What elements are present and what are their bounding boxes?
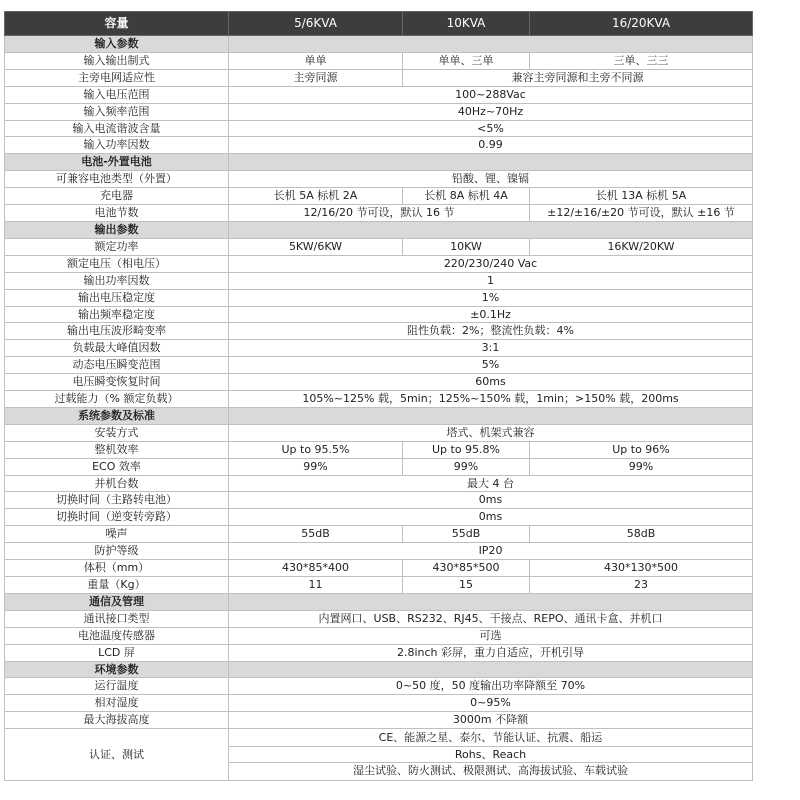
spec-label: 负载最大峰值因数 bbox=[5, 340, 229, 357]
spec-row bbox=[5, 120, 753, 137]
spec-value: 15 bbox=[403, 577, 530, 594]
spec-label: 电池节数 bbox=[5, 205, 229, 222]
spec-label: 输出频率稳定度 bbox=[5, 306, 229, 323]
spec-row bbox=[5, 272, 753, 289]
spec-value: 长机 5A 标机 2A bbox=[229, 188, 403, 205]
spec-value: 铅酸、锂、镍镉 bbox=[229, 171, 753, 188]
spec-value: 58dB bbox=[530, 526, 753, 543]
spec-label: 输出电压波形畸变率 bbox=[5, 323, 229, 340]
spec-value: 最大 4 台 bbox=[229, 475, 753, 492]
spec-value: 99% bbox=[403, 458, 530, 475]
spec-label: 噪声 bbox=[5, 526, 229, 543]
section-filler bbox=[229, 221, 753, 238]
spec-label: ECO 效率 bbox=[5, 458, 229, 475]
spec-label: 运行温度 bbox=[5, 678, 229, 695]
certification-line: Rohs、Reach bbox=[229, 746, 752, 763]
spec-value: ±0.1Hz bbox=[229, 306, 753, 323]
spec-value: 0.99 bbox=[229, 137, 753, 154]
spec-value: 长机 13A 标机 5A bbox=[530, 188, 753, 205]
spec-value: Up to 95.5% bbox=[229, 441, 403, 458]
section-filler bbox=[229, 593, 753, 610]
spec-value: 长机 8A 标机 4A bbox=[403, 188, 530, 205]
spec-row bbox=[5, 188, 753, 205]
model-header-16-20kva: 16/20KVA bbox=[530, 12, 753, 36]
spec-label: 输出功率因数 bbox=[5, 272, 229, 289]
spec-value: 5% bbox=[229, 357, 753, 374]
section-header-row bbox=[5, 661, 753, 678]
section-title: 输入参数 bbox=[5, 36, 229, 53]
spec-row bbox=[5, 86, 753, 103]
spec-label: 可兼容电池类型（外置） bbox=[5, 171, 229, 188]
certification-line: 湿尘试验、防火测试、极限测试、高海拔试验、车载试验 bbox=[229, 762, 752, 779]
spec-label: 额定电压（相电压） bbox=[5, 255, 229, 272]
spec-row bbox=[5, 526, 753, 543]
spec-value: 阻性负载：2%；整流性负载：4% bbox=[229, 323, 753, 340]
section-title: 电池-外置电池 bbox=[5, 154, 229, 171]
spec-row bbox=[5, 678, 753, 695]
section-title: 输出参数 bbox=[5, 221, 229, 238]
spec-row bbox=[5, 458, 753, 475]
certification-cell bbox=[229, 729, 753, 781]
spec-label: 认证、测试 bbox=[5, 729, 229, 781]
spec-row bbox=[5, 103, 753, 120]
spec-label: 安装方式 bbox=[5, 424, 229, 441]
spec-value: 11 bbox=[229, 577, 403, 594]
spec-row bbox=[5, 255, 753, 272]
spec-label: 切换时间（逆变转旁路） bbox=[5, 509, 229, 526]
section-header-row bbox=[5, 407, 753, 424]
spec-value: 1 bbox=[229, 272, 753, 289]
spec-value: 40Hz~70Hz bbox=[229, 103, 753, 120]
spec-label: 防护等级 bbox=[5, 543, 229, 560]
spec-row bbox=[5, 391, 753, 408]
spec-value: 16KW/20KW bbox=[530, 238, 753, 255]
spec-row bbox=[5, 205, 753, 222]
spec-label: 电池温度传感器 bbox=[5, 627, 229, 644]
spec-value: 主旁同源 bbox=[229, 69, 403, 86]
spec-row bbox=[5, 306, 753, 323]
spec-label: LCD 屏 bbox=[5, 644, 229, 661]
spec-row bbox=[5, 560, 753, 577]
spec-label: 电压瞬变恢复时间 bbox=[5, 374, 229, 391]
spec-row bbox=[5, 69, 753, 86]
spec-row bbox=[5, 475, 753, 492]
spec-value: 0ms bbox=[229, 492, 753, 509]
spec-row bbox=[5, 577, 753, 594]
spec-value: 60ms bbox=[229, 374, 753, 391]
spec-value: Up to 96% bbox=[530, 441, 753, 458]
spec-row bbox=[5, 712, 753, 729]
spec-row bbox=[5, 627, 753, 644]
section-title: 系统参数及标准 bbox=[5, 407, 229, 424]
spec-row bbox=[5, 492, 753, 509]
spec-label: 输入频率范围 bbox=[5, 103, 229, 120]
spec-value: 5KW/6KW bbox=[229, 238, 403, 255]
spec-value: 23 bbox=[530, 577, 753, 594]
spec-row bbox=[5, 695, 753, 712]
spec-label: 输入功率因数 bbox=[5, 137, 229, 154]
spec-value: 2.8inch 彩屏，重力自适应，开机引导 bbox=[229, 644, 753, 661]
model-header-10kva: 10KVA bbox=[403, 12, 530, 36]
spec-label: 过载能力（% 额定负载） bbox=[5, 391, 229, 408]
spec-label: 充电器 bbox=[5, 188, 229, 205]
spec-value: 0~95% bbox=[229, 695, 753, 712]
spec-value: 430*130*500 bbox=[530, 560, 753, 577]
spec-value: 10KW bbox=[403, 238, 530, 255]
spec-label: 通讯接口类型 bbox=[5, 610, 229, 627]
spec-value: 单单 bbox=[229, 52, 403, 69]
spec-value: 内置网口、USB、RS232、RJ45、干接点、REPO、通讯卡盒、并机口 bbox=[229, 610, 753, 627]
spec-row bbox=[5, 171, 753, 188]
spec-label: 额定功率 bbox=[5, 238, 229, 255]
spec-value: 塔式、机架式兼容 bbox=[229, 424, 753, 441]
spec-value: 三单、三三 bbox=[530, 52, 753, 69]
spec-value: 55dB bbox=[229, 526, 403, 543]
spec-value: <5% bbox=[229, 120, 753, 137]
spec-label: 输出电压稳定度 bbox=[5, 289, 229, 306]
spec-label: 并机台数 bbox=[5, 475, 229, 492]
spec-label: 输入电流谐波含量 bbox=[5, 120, 229, 137]
spec-row bbox=[5, 644, 753, 661]
section-header-row bbox=[5, 593, 753, 610]
spec-row bbox=[5, 374, 753, 391]
spec-value: 3:1 bbox=[229, 340, 753, 357]
spec-value: 可选 bbox=[229, 627, 753, 644]
spec-value: 430*85*500 bbox=[403, 560, 530, 577]
spec-row bbox=[5, 509, 753, 526]
capacity-header: 容量 bbox=[5, 12, 229, 36]
spec-row bbox=[5, 441, 753, 458]
spec-row bbox=[5, 52, 753, 69]
spec-value: 430*85*400 bbox=[229, 560, 403, 577]
section-filler bbox=[229, 154, 753, 171]
spec-label: 输入电压范围 bbox=[5, 86, 229, 103]
spec-row bbox=[5, 424, 753, 441]
spec-label: 整机效率 bbox=[5, 441, 229, 458]
spec-label: 重量（Kg） bbox=[5, 577, 229, 594]
spec-label: 切换时间（主路转电池） bbox=[5, 492, 229, 509]
certification-line: CE、能源之星、泰尔、节能认证、抗震、船运 bbox=[378, 730, 603, 744]
spec-row bbox=[5, 357, 753, 374]
spec-label: 体积（mm） bbox=[5, 560, 229, 577]
spec-row bbox=[5, 543, 753, 560]
spec-label: 输入输出制式 bbox=[5, 52, 229, 69]
spec-value: 99% bbox=[530, 458, 753, 475]
spec-row bbox=[5, 340, 753, 357]
spec-value: 220/230/240 Vac bbox=[229, 255, 753, 272]
spec-value: 0~50 度，50 度输出功率降额至 70% bbox=[229, 678, 753, 695]
section-filler bbox=[229, 661, 753, 678]
spec-label: 主旁电网适应性 bbox=[5, 69, 229, 86]
spec-value: 12/16/20 节可设，默认 16 节 bbox=[229, 205, 530, 222]
spec-value: Up to 95.8% bbox=[403, 441, 530, 458]
section-title: 环境参数 bbox=[5, 661, 229, 678]
spec-row bbox=[5, 289, 753, 306]
spec-value: 单单、三单 bbox=[403, 52, 530, 69]
section-header-row bbox=[5, 154, 753, 171]
spec-value: 55dB bbox=[403, 526, 530, 543]
spec-body bbox=[5, 36, 753, 781]
spec-table bbox=[4, 11, 753, 781]
spec-row bbox=[5, 323, 753, 340]
spec-value: 兼容主旁同源和主旁不同源 bbox=[403, 69, 753, 86]
section-filler bbox=[229, 407, 753, 424]
spec-row bbox=[5, 729, 753, 781]
spec-value: 105%~125% 载，5min；125%~150% 载，1min；>150% 载，200ms bbox=[229, 391, 753, 408]
spec-row bbox=[5, 610, 753, 627]
spec-label: 最大海拔高度 bbox=[5, 712, 229, 729]
section-filler bbox=[229, 36, 753, 53]
model-header-5-6kva: 5/6KVA bbox=[229, 12, 403, 36]
spec-value: IP20 bbox=[229, 543, 753, 560]
spec-label: 动态电压瞬变范围 bbox=[5, 357, 229, 374]
section-header-row bbox=[5, 36, 753, 53]
spec-label: 相对湿度 bbox=[5, 695, 229, 712]
section-title: 通信及管理 bbox=[5, 593, 229, 610]
spec-row bbox=[5, 238, 753, 255]
section-header-row bbox=[5, 221, 753, 238]
spec-row bbox=[5, 137, 753, 154]
spec-value: 99% bbox=[229, 458, 403, 475]
spec-value: ±12/±16/±20 节可设，默认 ±16 节 bbox=[530, 205, 753, 222]
spec-value: 3000m 不降额 bbox=[229, 712, 753, 729]
header-row bbox=[5, 12, 753, 36]
spec-value: 100~288Vac bbox=[229, 86, 753, 103]
spec-value: 1% bbox=[229, 289, 753, 306]
spec-value: 0ms bbox=[229, 509, 753, 526]
